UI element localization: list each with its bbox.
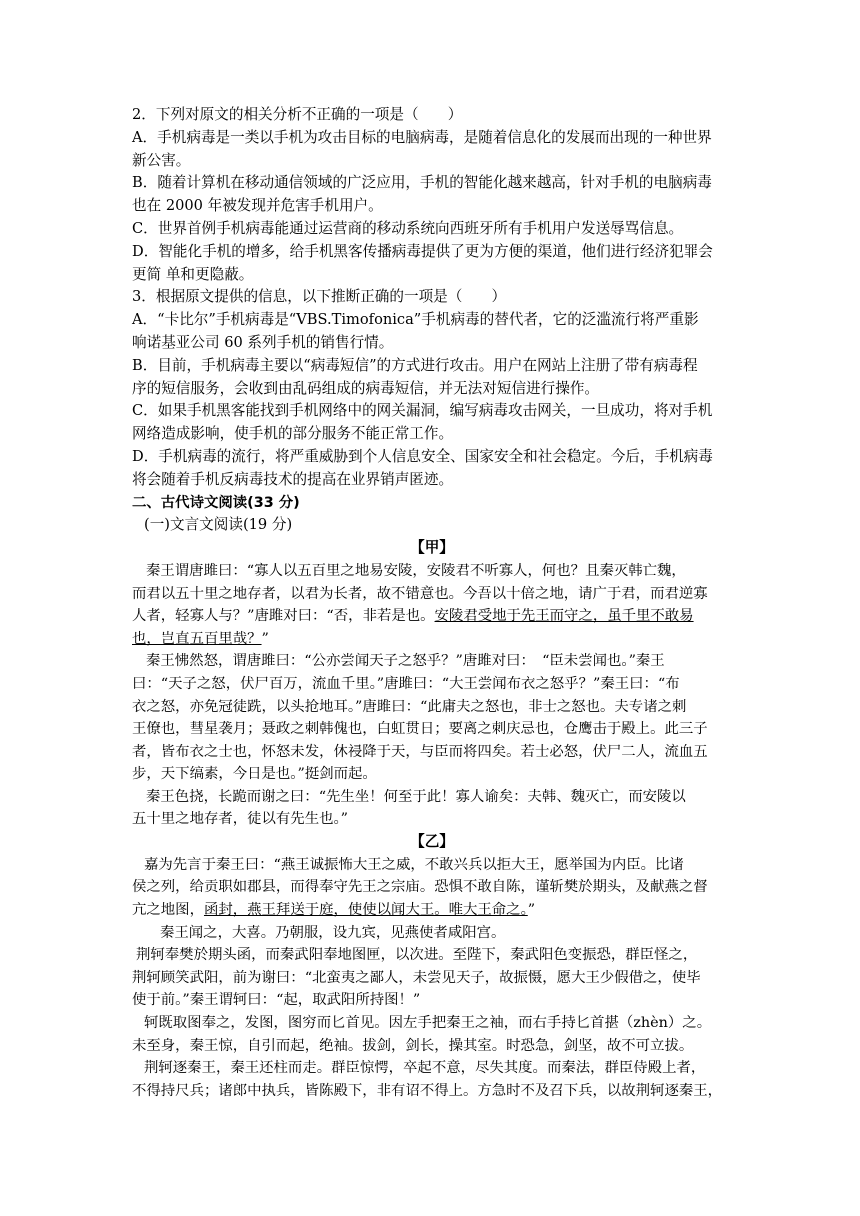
q3-option-d-line1: D．手机病毒的流行，将严重威胁到个人信息安全、国家安全和社会稳定。今后，手机病毒 — [132, 447, 713, 465]
yi-line: 轲既取图奉之，发图，图穷而匕首见。因左手把秦王之袖，而右手持匕首揕（zhèn）之。 — [144, 1015, 712, 1032]
q2-option-a-line2: 新公害。 — [132, 151, 191, 169]
q3-option-a-line1: A．“卡比尔”手机病毒是“VBS.Timofonica”手机病毒的替代者，它的泛滥流行将严重影 — [132, 311, 699, 329]
question-3-stem: 3．根据原文提供的信息，以下推断正确的一项是（ ） — [132, 288, 507, 306]
document-page — [132, 104, 732, 1102]
q2-option-a-line1: A．手机病毒是一类以手机为攻击目标的电脑病毒，是随着信息化的发展而出现的一种世界 — [132, 128, 712, 146]
section-2-subtitle: (一)文言文阅读(19 分) — [144, 516, 293, 534]
section-2-title: 二、古代诗文阅读(33 分) — [132, 494, 300, 511]
jia-line: 步，天下缟素，今日是也。”挺剑而起。 — [132, 766, 377, 783]
q3-option-b-line2: 序的短信服务，会收到由乱码组成的病毒短信，并无法对短信进行操作。 — [132, 379, 600, 397]
jia-line — [132, 628, 732, 651]
yi-line: 不得持尺兵；诸郎中执兵，皆陈殿下，非有诏不得上。方急时不及召下兵，以故荆轲逐秦王， — [132, 1082, 723, 1099]
passage-jia-header: 【甲】 — [410, 539, 454, 557]
jia-line: 秦王怫然怒，谓唐雎曰：“公亦尝闻天子之怒乎？”唐雎对曰： “臣未尝闻也。”秦王 — [146, 653, 665, 670]
jia-line: 秦王谓唐雎曰：“寡人以五百里之地易安陵，安陵君不听寡人，何也？且秦灭韩亡魏， — [146, 562, 686, 579]
q3-option-a-line2: 响诺基亚公司 60 系列手机的销售行情。 — [132, 333, 394, 351]
jia-line: 五十里之地存者，徒以有先生也。” — [132, 811, 349, 828]
passage-yi-header: 【乙】 — [410, 833, 454, 851]
yi-text: 亢之地图， — [132, 902, 204, 919]
jia-line: 而君以五十里之地存者，以君为长者，故不错意也。今吾以十倍之地，请广于君，而君逆寡 — [132, 585, 708, 602]
jia-line: 秦王色挠，长跪而谢之曰：“先生坐！何至于此！寡人谕矣：夫韩、魏灭亡，而安陵以 — [146, 788, 686, 805]
q3-option-b-line1: B．目前，手机病毒主要以“病毒短信”的方式进行攻击。用户在网站上注册了带有病毒程 — [132, 356, 698, 374]
q3-option-d-line2: 将会随着手机反病毒技术的提高在业界销声匿迹。 — [132, 470, 454, 488]
question-2-stem: 2．下列对原文的相关分析不正确的一项是（ ） — [132, 106, 463, 123]
jia-line: 曰：“天子之怒，伏尸百万，流血千里。”唐雎曰：“大王尝闻布衣之怒乎？”秦王曰：“布 — [132, 675, 680, 692]
yi-line: 未至身，秦王惊，自引而起，绝袖。拔剑，剑长，操其室。时恐急，剑坚，故不可立拔。 — [132, 1037, 694, 1054]
yi-text: ” — [527, 902, 536, 919]
jia-text: 人者，轻寡人与？”唐雎对曰：“否，非若是也。 — [132, 608, 435, 625]
q2-option-b-line2: 也在 2000 年被发现并危害手机用户。 — [132, 197, 383, 215]
yi-line: 荆轲顾笑武阳，前为谢曰：“北蛮夷之鄙人，未尝见天子，故振慑，愿大王少假借之，使毕 — [132, 969, 701, 986]
q2-option-b-line1: B．随着计算机在移动通信领域的广泛应用，手机的智能化越来越高，针对手机的电脑病毒 — [132, 174, 712, 192]
yi-line: 荆轲奉樊於期头函，而秦武阳奉地图匣，以次进。至陛下，秦武阳色变振恐，群臣怪之， — [136, 947, 698, 964]
jia-line: 者，皆布衣之士也，怀怒未发，休祲降于天，与臣而将四矣。若士必怒，伏尸二人，流血五 — [132, 743, 708, 760]
yi-line: 使于前。”秦王谓轲曰：“起，取武阳所持图！” — [132, 992, 421, 1009]
yi-line: 侯之列，给贡职如郡县，而得奉守先王之宗庙。恐惧不敢自陈，谨斩樊於期头，及献燕之督 — [132, 879, 708, 896]
yi-underlined-sentence: 函封，燕王拜送于庭，使使以闻大王。唯大王命之。 — [203, 902, 528, 919]
jia-text: ” — [261, 630, 269, 647]
q3-option-c-line2: 网络造成影响，使手机的部分服务不能正常工作。 — [132, 425, 454, 443]
q2-option-d-line1: D．智能化手机的增多，给手机黑客传播病毒提供了更为方便的渠道，他们进行经济犯罪会 — [132, 242, 713, 260]
yi-line: 嘉为先言于秦王曰：“燕王诚振怖大王之威，不敢兴兵以拒大王，愿举国为内臣。比诸 — [144, 856, 684, 873]
q3-option-c-line1: C．如果手机黑客能找到手机网络中的网关漏洞，编写病毒攻击网关，一旦成功，将对手机 — [132, 402, 713, 420]
jia-underlined-sentence: 安陵君受地于先王而守之，虽千里不敢易 — [434, 608, 694, 625]
yi-line — [132, 899, 732, 922]
jia-line: 衣之怒，亦免冠徒跣，以头抢地耳。”唐雎曰：“此庸夫之怒也，非士之怒也。夫专诸之刺 — [132, 698, 687, 715]
yi-line: 荆轲逐秦王，秦王还柱而走。群臣惊愕，卒起不意，尽失其度。而秦法，群臣侍殿上者， — [144, 1060, 706, 1077]
q2-option-d-line2: 更简 单和更隐蔽。 — [132, 265, 254, 283]
jia-underlined-sentence: 也，岂直五百里哉？ — [132, 630, 262, 647]
jia-line — [132, 605, 732, 628]
q2-option-c-line1: C．世界首例手机病毒能通过运营商的移动系统向西班牙所有手机用户发送辱骂信息。 — [132, 219, 684, 237]
yi-line: 秦王闻之，大喜。乃朝服，设九宾，见燕使者咸阳宫。 — [160, 924, 506, 941]
jia-line: 王僚也，彗星袭月；聂政之刺韩傀也，白虹贯日；要离之刺庆忌也，仓鹰击于殿上。此三子 — [132, 721, 708, 738]
